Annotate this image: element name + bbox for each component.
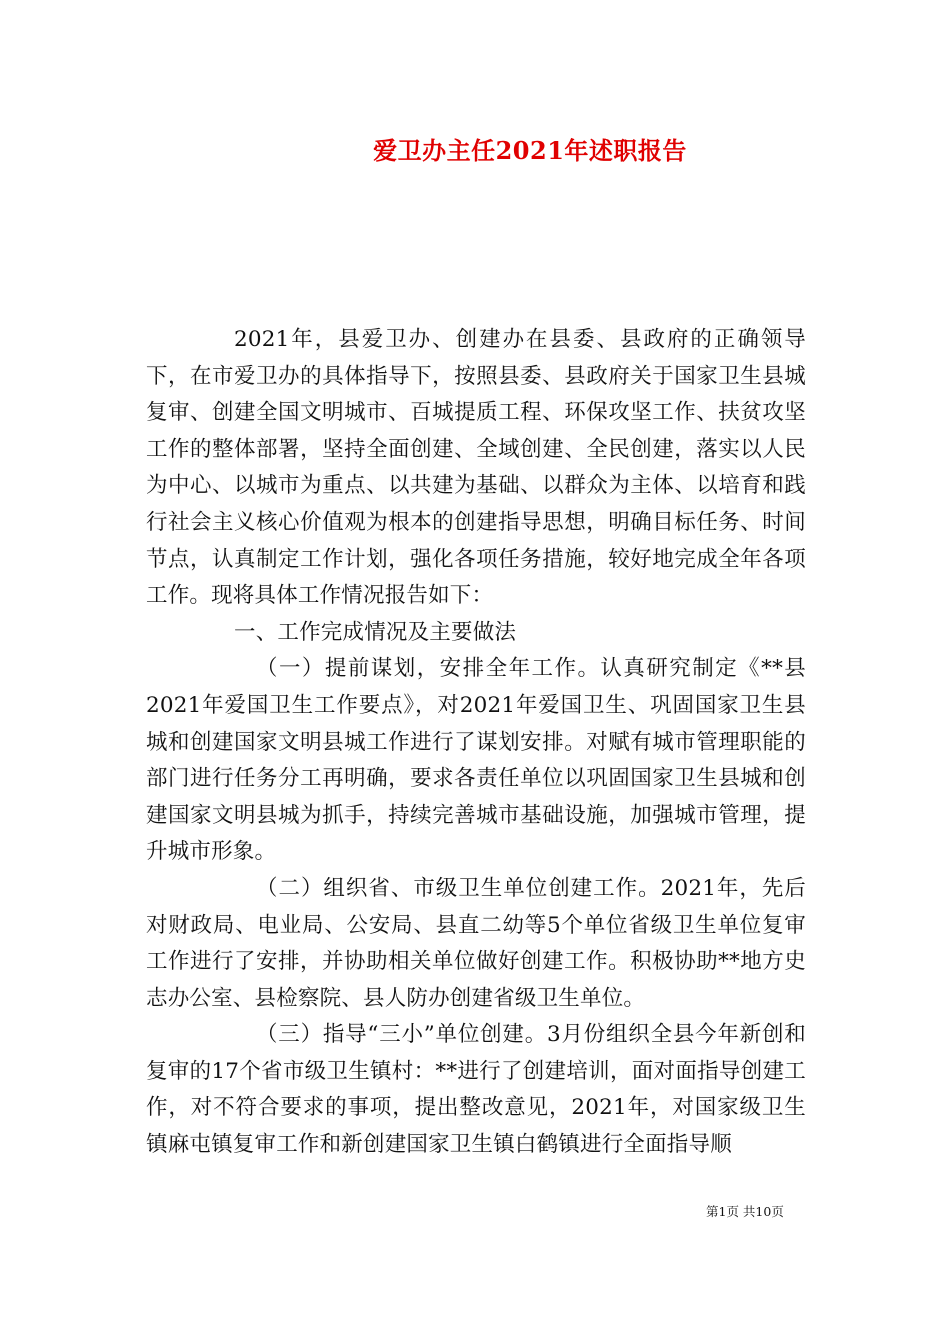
section-heading: 一、工作完成情况及主要做法 <box>234 619 517 645</box>
list-item: （二）组织省、市级卫生单位创建工作。2021年，先后对财政局、电业局、公安局、县直二幼等5个单位省级卫生单位复审工作进行了安排，并协助相关单位做好创建工作。积极协助**地方史志办公室、县检察院、县人防办创建省级卫生单位。 <box>146 875 806 1011</box>
intro-paragraph: 2021年，县爱卫办、创建办在县委、县政府的正确领导下，在市爱卫办的具体指导下，按照县委、县政府关于国家卫生县城复审、创建全国文明城市、百城提质工程、环保攻坚工作、扶贫攻坚工作的整体部署，坚持全面创建、全域创建、全民创建，落实以人民为中心、以城市为重点、以共建为基础、以群众为主体、以培育和践行社会主义核心价值观为根本的创建指导思想，明确目标任务、时间节点，认真制定工作计划，强化各项任务措施，较好地完成全年各项工作。现将具体工作情况报告如下： <box>146 327 806 609</box>
list-item: （一）提前谋划，安排全年工作。认真研究制定《**县2021年爱国卫生工作要点》，对2021年爱国卫生、巩固国家卫生县城和创建国家文明县城工作进行了谋划安排。对赋有城市管理职能的部门进行任务分工再明确，要求各责任单位以巩固国家卫生县城和创建国家文明县城为抓手，持续完善城市基础设施，加强城市管理，提升城市形象。 <box>146 656 806 865</box>
page-number: 第1页 共10页 <box>706 1204 784 1219</box>
document-title: 爱卫办主任2021年述职报告 <box>373 136 687 165</box>
document-body <box>146 322 806 1164</box>
list-item: （三）指导“三小”单位创建。3月份组织全县今年新创和复审的17个省市级卫生镇村：**进行了创建培训，面对面指导创建工作，对不符合要求的事项，提出整改意见，2021年，对国家级卫生镇麻屯镇复审工作和新创建国家卫生镇白鹤镇进行全面指导顺 <box>146 1022 806 1158</box>
